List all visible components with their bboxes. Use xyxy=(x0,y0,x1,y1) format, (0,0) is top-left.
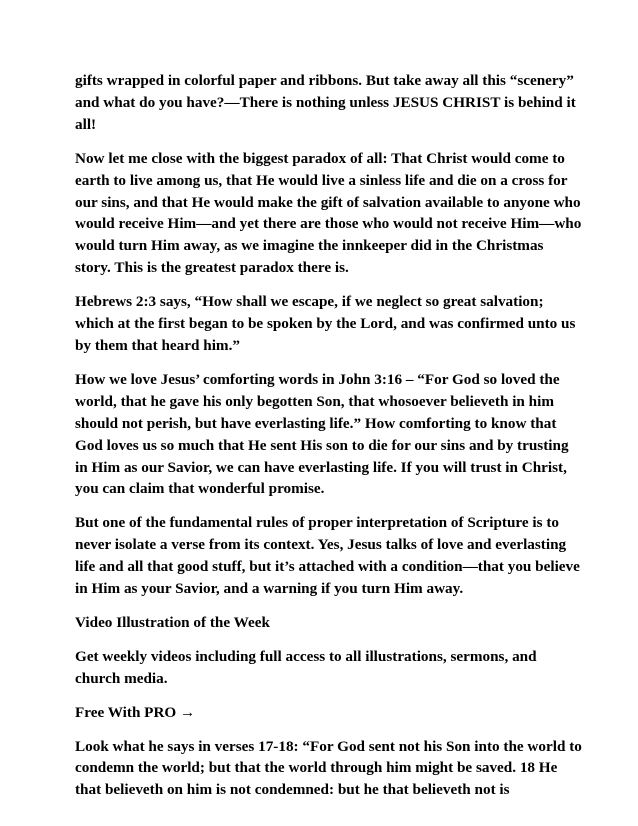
text-line: our sins, and that He would make the gift of salvation available to anyone who xyxy=(75,193,581,211)
text-line: all! xyxy=(75,115,97,133)
paragraph-innkeeper-scenery xyxy=(75,70,576,136)
text-line: by them that heard him.” xyxy=(75,336,240,354)
paragraph-free-with-pro xyxy=(75,702,568,724)
paragraph-john-3-16 xyxy=(75,369,568,500)
text-line: which at the first began to be spoken by the Lord, and was confirmed unto us xyxy=(75,315,576,333)
text-line: story. This is the greatest paradox there is. xyxy=(75,259,349,277)
text-line: in Him as our Savior, we can have everlasting life. If you will trust in Christ, xyxy=(75,458,567,476)
text-line: earth to live among us, that He would live a sinless life and die on a cross for xyxy=(75,171,568,189)
text-line: But one of the fundamental rules of proper interpretation of Scripture is to xyxy=(75,514,560,532)
paragraph-biggest-paradox xyxy=(75,148,582,279)
paragraph-video-heading xyxy=(75,612,568,634)
text-line: never isolate a verse from its context. Yes, Jesus talks of love and everlasting xyxy=(75,536,567,554)
text-line: world, that he gave his only begotten Son, that whosoever believeth in him xyxy=(75,392,554,410)
paragraph-weekly-videos xyxy=(75,646,568,690)
text-line: How we love Jesus’ comforting words in John 3:16 – “For God so loved the xyxy=(75,370,560,388)
text-line: Hebrews 2:3 says, “How shall we escape, if we neglect so great salvation; xyxy=(75,293,544,311)
text-line: would turn Him away, as we imagine the innkeeper did in the Christmas xyxy=(75,237,544,255)
text-line: you can claim that wonderful promise. xyxy=(75,480,325,498)
text-line: should not perish, but have everlasting life.” How comforting to know that xyxy=(75,414,557,432)
text-line: God loves us so much that He sent His son to die for our sins and by trusting xyxy=(75,436,569,454)
text-line: would receive Him—and yet there are those who would not receive Him—who xyxy=(75,215,582,233)
text-line: Look what he says in verses 17-18: “For God sent not his Son into the world to xyxy=(75,737,582,755)
text-line: in Him as your Savior, and a warning if you turn Him away. xyxy=(75,580,464,598)
paragraph-verses-17-18 xyxy=(75,736,582,802)
text-line: and what do you have?—There is nothing unless JESUS CHRIST is behind it xyxy=(75,93,576,111)
text-line: Get weekly videos including full access to all illustrations, sermons, and xyxy=(75,647,537,665)
text-line: Free With PRO → xyxy=(75,703,196,721)
document-body xyxy=(75,70,582,801)
text-line: gifts wrapped in colorful paper and ribbons. But take away all this “scenery” xyxy=(75,72,574,89)
text-line: that believeth on him is not condemned: but he that believeth not is xyxy=(75,781,510,799)
text-line: Video Illustration of the Week xyxy=(75,613,270,631)
paragraph-hebrews xyxy=(75,291,576,357)
text-line: Now let me close with the biggest paradox of all: That Christ would come to xyxy=(75,149,565,167)
text-line: church media. xyxy=(75,669,168,687)
text-line: life and all that good stuff, but it’s attached with a condition—that you believe xyxy=(75,558,580,576)
text-line: condemn the world; but that the world through him might be saved. 18 He xyxy=(75,759,558,777)
paragraph-interpretation xyxy=(75,512,580,600)
